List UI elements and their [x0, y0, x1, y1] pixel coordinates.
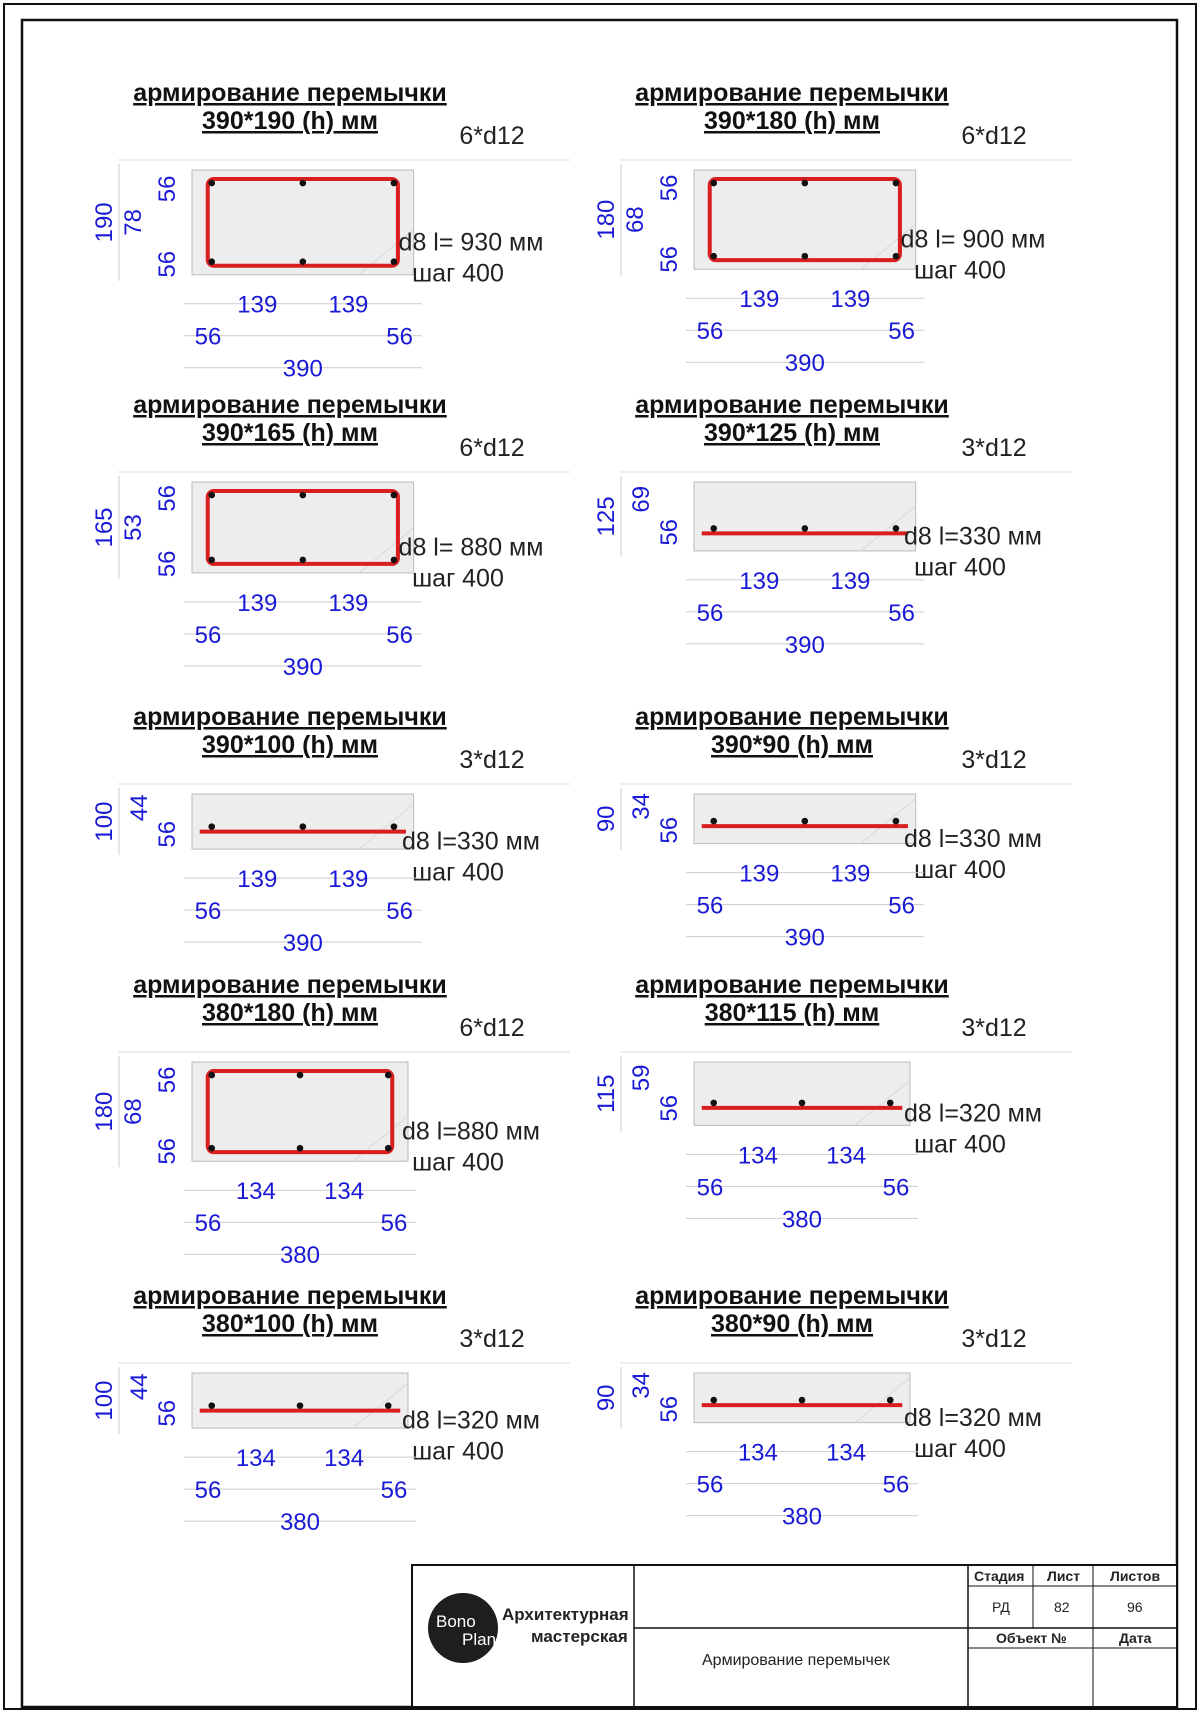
edge-left: 56: [194, 323, 222, 351]
spacing-right: 139: [328, 866, 369, 894]
stirrup-spec: d8 l=320 мм: [904, 1403, 1042, 1432]
lintel-size: 390*190 (h) мм: [202, 107, 378, 135]
stirrup-step: шаг 400: [914, 1434, 1006, 1463]
top-cover-dimension: 44: [126, 1373, 153, 1401]
bottom-cover-dimension: 56: [154, 820, 181, 848]
bottom-cover-dimension: 56: [154, 1137, 181, 1165]
spacing-left: 139: [739, 567, 780, 595]
lintel-size: 390*125 (h) мм: [704, 419, 880, 447]
lintel-detail: [593, 703, 1072, 952]
bar-count: 3*d12: [459, 746, 525, 774]
top-cover-dimension: 56: [656, 174, 683, 202]
edge-left: 56: [696, 892, 724, 920]
rebar-dot: [385, 1402, 392, 1409]
lintel-title: армирование перемычки: [133, 971, 447, 999]
lintel-detail: [91, 703, 570, 957]
height-dimension: 100: [91, 1380, 118, 1421]
inner-dimension: 68: [120, 1098, 147, 1125]
stirrup-spec: d8 l=880 мм: [402, 1117, 540, 1146]
concrete-section: [192, 794, 414, 849]
height-dimension: 90: [593, 1384, 620, 1412]
rebar-dot: [208, 180, 215, 187]
lintel-size: 390*180 (h) мм: [704, 107, 880, 135]
concrete-section: [694, 1062, 910, 1125]
inner-dimension: 53: [120, 514, 147, 541]
spacing-right: 139: [328, 589, 369, 617]
height-dimension: 180: [593, 199, 620, 240]
lintel-size: 390*165 (h) мм: [202, 419, 378, 447]
bar-count: 3*d12: [961, 1325, 1027, 1353]
spacing-right: 139: [830, 567, 871, 595]
rebar-dot: [887, 1397, 894, 1404]
spacing-right: 134: [324, 1445, 365, 1473]
edge-right: 56: [888, 599, 916, 627]
stirrup-step: шаг 400: [914, 1130, 1006, 1159]
rebar-dot: [799, 1397, 806, 1404]
lintel-size: 380*180 (h) мм: [202, 999, 378, 1027]
logo-word-bono: Bono: [436, 1612, 476, 1631]
total-sheets: 96: [1127, 1599, 1143, 1615]
lintel-size: 380*90 (h) мм: [710, 1310, 874, 1338]
spacing-left: 139: [739, 860, 780, 888]
rebar-dot: [893, 525, 900, 532]
spacing-left: 134: [235, 1178, 276, 1206]
rebar-dot: [710, 1100, 717, 1107]
concrete-section: [192, 1373, 408, 1428]
stirrup-spec: d8 l=330 мм: [904, 522, 1042, 551]
edge-right: 56: [882, 1174, 910, 1202]
spacing-right: 134: [826, 1142, 867, 1170]
spacing-left: 134: [737, 1439, 778, 1467]
width-dimension: 380: [279, 1509, 321, 1537]
lintel-detail: [593, 971, 1072, 1233]
top-cover-dimension: 69: [628, 485, 655, 513]
top-cover-dimension: 34: [628, 1372, 655, 1399]
rebar-dot: [893, 818, 900, 825]
width-dimension: 380: [279, 1242, 321, 1270]
rebar-dot: [208, 557, 215, 564]
rebar-dot: [208, 823, 215, 830]
rebar-dot: [893, 180, 900, 187]
rebar-dot: [391, 180, 398, 187]
outer-border: [4, 4, 1196, 1709]
sheet-label: Лист: [1047, 1568, 1081, 1584]
bar-count: 3*d12: [961, 746, 1027, 774]
lintel-detail: [593, 1282, 1072, 1531]
edge-left: 56: [194, 898, 222, 926]
rebar-dot: [208, 1072, 215, 1079]
stirrup-spec: d8 l= 880 мм: [398, 533, 544, 562]
spacing-left: 134: [235, 1445, 276, 1473]
edge-left: 56: [696, 318, 724, 346]
lintel-detail: [593, 79, 1072, 377]
stirrup-step: шаг 400: [412, 259, 504, 288]
stirrup-spec: d8 l= 900 мм: [900, 225, 1046, 254]
lintel-detail: [91, 391, 570, 681]
bar-count: 3*d12: [459, 1325, 525, 1353]
lintel-title: армирование перемычки: [133, 1282, 447, 1310]
rebar-dot: [385, 1145, 392, 1152]
rebar-dot: [300, 180, 307, 187]
firm-name-line1: Архитектурная: [502, 1605, 629, 1624]
top-cover-dimension: 34: [628, 793, 655, 820]
bottom-cover-dimension: 56: [154, 250, 181, 278]
rebar-dot: [208, 1145, 215, 1152]
width-dimension: 380: [781, 1503, 823, 1531]
rebar-dot: [710, 253, 717, 260]
top-cover-dimension: 56: [154, 485, 181, 512]
bottom-cover-dimension: 56: [656, 1094, 683, 1122]
edge-right: 56: [882, 1471, 910, 1499]
rebar-dot: [391, 492, 398, 499]
edge-left: 56: [696, 599, 724, 627]
lintel-details: [91, 79, 1072, 1536]
edge-right: 56: [386, 323, 414, 351]
stirrup-step: шаг 400: [412, 564, 504, 593]
sheets-label: Листов: [1110, 1568, 1161, 1584]
rebar-dot: [208, 492, 215, 499]
rebar-dot: [391, 557, 398, 564]
bottom-cover-dimension: 56: [656, 245, 683, 273]
height-dimension: 115: [593, 1074, 620, 1113]
lintel-title: армирование перемычки: [635, 79, 949, 107]
bar-count: 6*d12: [459, 1014, 525, 1042]
stirrup-spec: d8 l=320 мм: [402, 1406, 540, 1435]
stirrup-step: шаг 400: [412, 1437, 504, 1466]
title-block: [412, 1565, 1177, 1707]
lintel-title: армирование перемычки: [635, 1282, 949, 1310]
top-cover-dimension: 44: [126, 794, 153, 822]
firm-name-line2: мастерская: [531, 1627, 628, 1646]
edge-left: 56: [194, 621, 222, 649]
top-cover-dimension: 56: [154, 175, 181, 203]
lintel-detail: [91, 971, 570, 1269]
spacing-right: 139: [830, 860, 871, 888]
sheet-title: Армирование перемычек: [702, 1652, 890, 1669]
width-dimension: 390: [784, 350, 825, 378]
rebar-dot: [887, 1100, 894, 1107]
edge-left: 56: [194, 1477, 222, 1505]
spacing-left: 139: [237, 589, 278, 617]
bottom-cover-dimension: 56: [154, 1399, 181, 1427]
edge-right: 56: [380, 1477, 408, 1505]
rebar-dot: [391, 823, 398, 830]
width-dimension: 390: [282, 930, 323, 958]
rebar-dot: [300, 823, 307, 830]
lintel-title: армирование перемычки: [133, 391, 447, 419]
spacing-right: 134: [324, 1178, 365, 1206]
bar-count: 6*d12: [961, 122, 1027, 150]
lintel-title: армирование перемычки: [133, 703, 447, 731]
rebar-dot: [208, 1402, 215, 1409]
bottom-cover-dimension: 56: [656, 1395, 683, 1423]
spacing-left: 139: [237, 291, 278, 319]
rebar-dot: [802, 180, 809, 187]
edge-left: 56: [194, 1210, 222, 1238]
rebar-dot: [710, 1397, 717, 1404]
height-dimension: 180: [91, 1091, 118, 1132]
edge-right: 56: [380, 1210, 408, 1238]
width-dimension: 390: [784, 924, 825, 952]
lintel-detail: [91, 1282, 570, 1536]
bottom-cover-dimension: 56: [656, 816, 683, 844]
object-label: Объект №: [996, 1630, 1067, 1646]
rebar-dot: [710, 818, 717, 825]
lintel-size: 390*90 (h) мм: [710, 731, 874, 759]
stirrup-step: шаг 400: [412, 1148, 504, 1177]
rebar-dot: [893, 253, 900, 260]
spacing-right: 134: [826, 1439, 867, 1467]
bottom-cover-dimension: 56: [656, 518, 683, 546]
rebar-dot: [710, 525, 717, 532]
edge-left: 56: [696, 1471, 724, 1499]
rebar-dot: [802, 525, 809, 532]
rebar-dot: [799, 1100, 806, 1107]
height-dimension: 90: [593, 805, 620, 833]
height-dimension: 125: [593, 496, 620, 537]
width-dimension: 380: [781, 1206, 823, 1234]
lintel-detail: [91, 79, 570, 383]
lintel-size: 390*100 (h) мм: [202, 731, 378, 759]
lintel-title: армирование перемычки: [635, 703, 949, 731]
date-label: Дата: [1119, 1630, 1152, 1646]
spacing-left: 139: [739, 286, 780, 314]
spacing-left: 134: [737, 1142, 778, 1170]
edge-right: 56: [386, 898, 414, 926]
rebar-dot: [297, 1145, 304, 1152]
lintel-title: армирование перемычки: [133, 79, 447, 107]
stirrup-spec: d8 l=320 мм: [904, 1099, 1042, 1128]
edge-right: 56: [386, 621, 414, 649]
lintel-size: 380*100 (h) мм: [202, 1310, 378, 1338]
spacing-left: 139: [237, 866, 278, 894]
rebar-dot: [300, 258, 307, 265]
stirrup-step: шаг 400: [914, 553, 1006, 582]
stirrup-step: шаг 400: [914, 256, 1006, 285]
rebar-dot: [802, 253, 809, 260]
concrete-section: [694, 482, 916, 551]
inner-dimension: 68: [622, 206, 649, 233]
edge-right: 56: [888, 892, 916, 920]
stirrup-step: шаг 400: [412, 858, 504, 887]
top-cover-dimension: 56: [154, 1066, 181, 1094]
edge-right: 56: [888, 318, 916, 346]
inner-dimension: 78: [120, 209, 147, 236]
sheet-number: 82: [1054, 1599, 1070, 1615]
width-dimension: 390: [784, 631, 825, 659]
rebar-dot: [208, 258, 215, 265]
height-dimension: 190: [91, 202, 118, 243]
stirrup-spec: d8 l= 930 мм: [398, 228, 544, 257]
bar-count: 6*d12: [459, 434, 525, 462]
height-dimension: 165: [91, 507, 118, 548]
stirrup-spec: d8 l=330 мм: [402, 827, 540, 856]
rebar-dot: [710, 180, 717, 187]
lintel-title: армирование перемычки: [635, 971, 949, 999]
width-dimension: 390: [282, 653, 323, 681]
rebar-dot: [300, 492, 307, 499]
stirrup-spec: d8 l=330 мм: [904, 824, 1042, 853]
stage-label: Стадия: [974, 1568, 1025, 1584]
lintel-detail: [593, 391, 1072, 659]
lintel-title: армирование перемычки: [635, 391, 949, 419]
rebar-dot: [802, 818, 809, 825]
width-dimension: 390: [282, 355, 323, 383]
rebar-dot: [300, 557, 307, 564]
bottom-cover-dimension: 56: [154, 550, 181, 578]
bar-count: 3*d12: [961, 1014, 1027, 1042]
bar-count: 6*d12: [459, 122, 525, 150]
height-dimension: 100: [91, 801, 118, 842]
edge-left: 56: [696, 1174, 724, 1202]
spacing-right: 139: [328, 291, 369, 319]
rebar-dot: [385, 1072, 392, 1079]
stage-value: РД: [992, 1599, 1010, 1615]
top-cover-dimension: 59: [628, 1064, 655, 1092]
rebar-dot: [297, 1072, 304, 1079]
logo-word-plan: Plan: [462, 1630, 497, 1649]
rebar-dot: [391, 258, 398, 265]
lintel-size: 380*115 (h) мм: [704, 999, 880, 1027]
spacing-right: 139: [830, 286, 871, 314]
stirrup-step: шаг 400: [914, 855, 1006, 884]
bar-count: 3*d12: [961, 434, 1027, 462]
rebar-dot: [297, 1402, 304, 1409]
